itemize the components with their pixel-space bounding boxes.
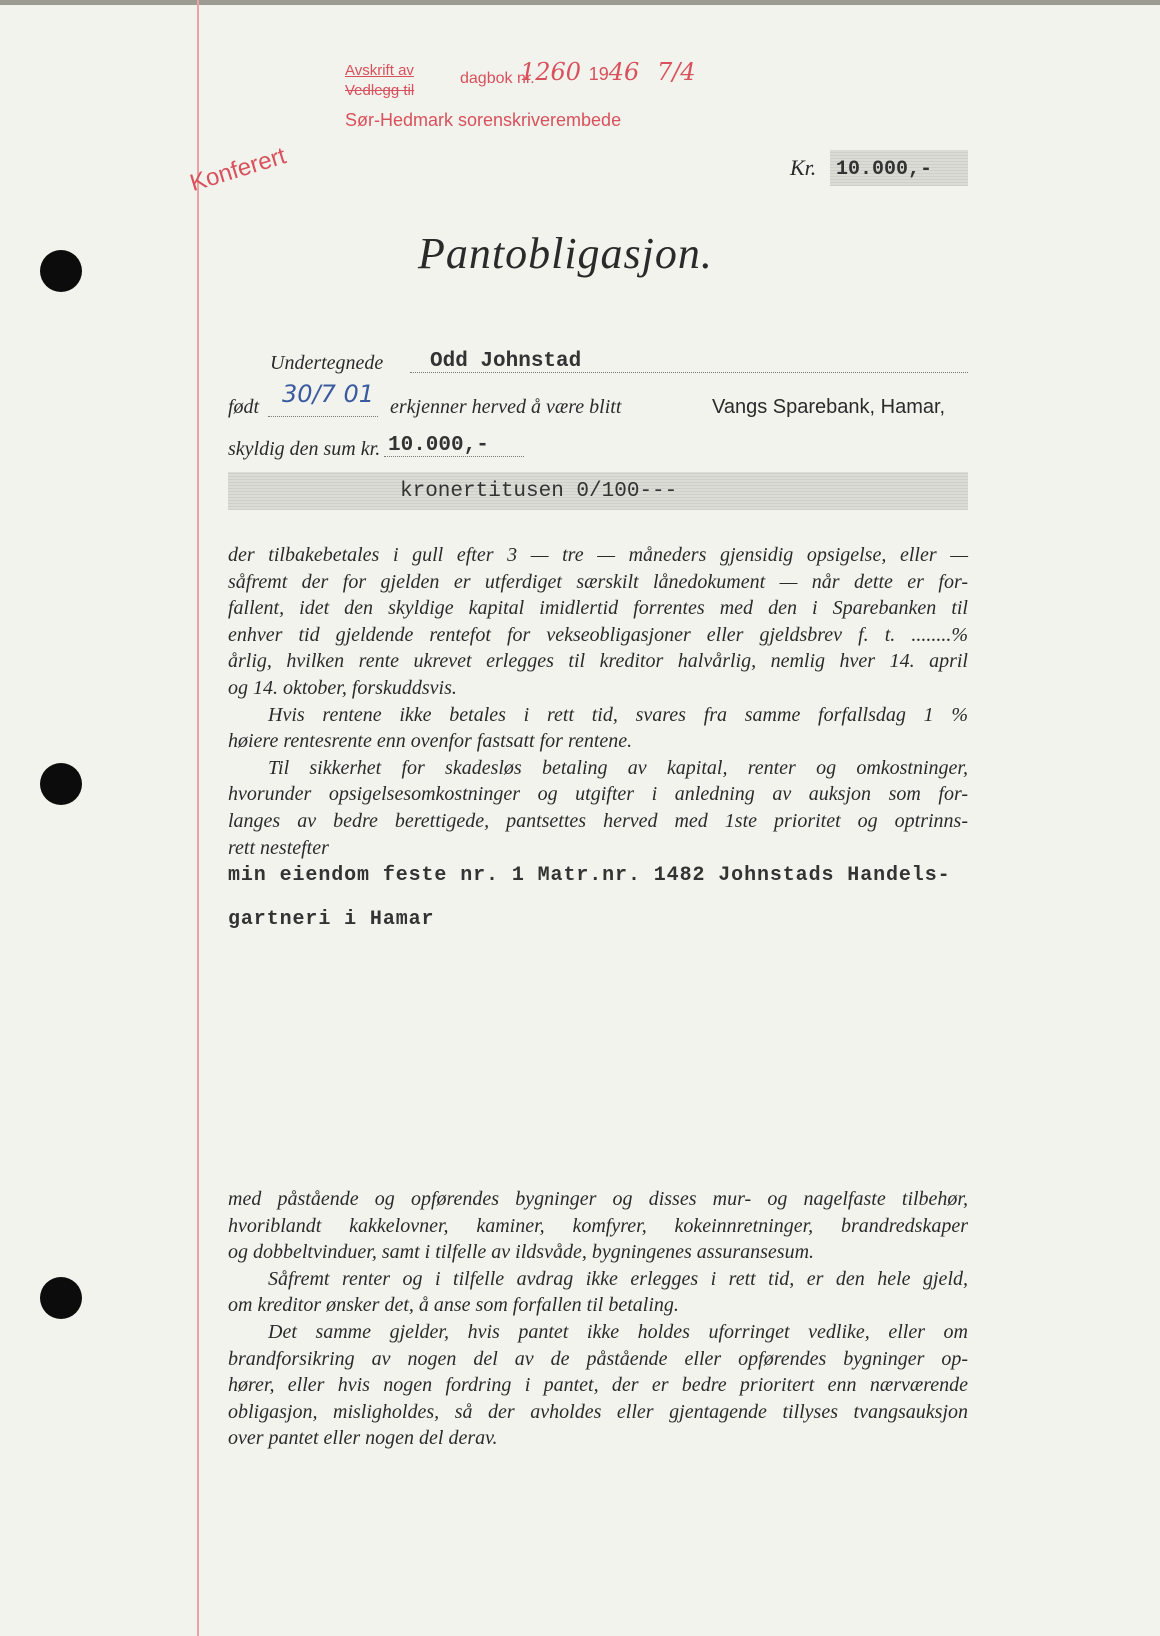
stamp-konferert: Konferert [186,142,290,198]
text-line: Såfremt renter og i tilfelle avdrag ikke erlegges i rett tid, er den hele gjeld, [268,1267,968,1290]
dagbok-label: dagbok nr. [460,70,535,87]
text-line: og dobbeltvinduer, samt i tilfelle av ildsvåde, bygningenes assuransesum. [228,1241,815,1264]
text-line: og 14. oktober, forskuddsvis. [228,677,457,699]
undertegnede-label: Undertegnede [270,352,384,374]
year-prefix: 19 [588,64,609,84]
text-line: Det samme gjelder, hvis pantet ikke holdes uforringet vedlike, eller om [268,1321,968,1343]
text-line: brandforsikring av nogen del av de påstående eller opførendes bygninger op- [228,1347,968,1370]
amount-label: Kr. [790,155,817,180]
debtor-name: Odd Johnstad [430,350,582,373]
text-line: med påstående og opførendes bygninger og disses mur- og nagelfaste tilbehør, [228,1188,968,1210]
punch-hole [40,250,82,292]
text-line: langes av bedre berettigede, pantsettes herved med 1ste prioritet og optrinns- [228,810,968,832]
text-line: obligasjon, misligholdes, så der avholdes eller gjentagende tillyses tvangsauksjon [228,1400,968,1423]
dagbok-number [520,58,696,86]
punch-hole [40,1277,82,1319]
text-line: fallent, idet den skyldige kapital imidlertid forrentes med den i Sparebanken til [228,597,968,620]
property-line: gartneri i Hamar [228,908,435,931]
year: 46 [608,58,640,86]
sum-words: kronertitusen 0/100--- [400,480,678,503]
page-title: Pantobligasjon. [418,229,713,278]
stamp-dagbok [368,70,535,88]
text-line: hører, eller hvis nogen fordring i pantet, der er bedre prioritert enn nærværende [228,1374,968,1397]
text-line: over pantet eller nogen del derav. [228,1427,498,1450]
text-line: rett nestefter [228,836,329,859]
text-line: høiere rentesrente enn ovenfor fastsatt for rentene. [228,730,633,753]
text-line: om kreditor ønsker det, å anse som forfallen til betaling. [228,1294,679,1317]
sum-value: 10.000,- [388,434,489,457]
amount-value: 10.000,- [830,150,968,186]
bank-name: Vangs Sparebank, Hamar, [712,396,946,418]
birth-date: 30/7 01 [282,380,375,408]
text-line: såfremt der for gjelden er utferdiget særskilt lånedokument — når dette er for- [228,570,968,593]
text-line: Hvis rentene ikke betales i rett tid, svares fra samme forfallsdag 1 % [268,703,968,726]
text-line: hvoriblandt kakkelovner, kaminer, komfyrer, kokeinnretninger, brandredskaper [228,1214,968,1237]
property-line: min eiendom feste nr. 1 Matr.nr. 1482 Johnstads Handels- [228,864,951,887]
margin-line [197,0,199,1636]
stamp-avskrift: Avskrift av [345,62,414,79]
journal-number: 1260 [520,58,582,86]
text-line: hvorunder opsigelsesomkostninger og utgifter i anledning av auksjon som for- [228,783,968,806]
date: 7/4 [656,58,696,86]
scan-edge [0,0,1160,5]
text-line: Til sikkerhet for skadesløs betaling av kapital, renter og omkostninger, [268,756,968,779]
punch-hole [40,763,82,805]
erkjenner-text: erkjenner herved å være blitt [390,396,622,418]
skyldig-label: skyldig den sum kr. [228,438,381,460]
sum-words-box [228,472,968,510]
stamp-office: Sør-Hedmark sorenskriverembede [345,110,622,130]
text-line: årlig, hvilken rente ukrevet erlegges til kreditor halvårlig, nemlig hver 14. april [228,650,968,673]
birth-dotted-line [268,416,378,417]
text-line: enhver tid gjeldende rentefot for vekseobligasjoner eller gjeldsbrev f. t. ........% [228,623,968,646]
text-line: der tilbakebetales i gull efter 3 — tre — måneders gjensidig opsigelse, eller — [228,544,968,566]
fodt-label: født [228,396,260,418]
stamp-vedlegg: Vedlegg til [345,82,415,99]
